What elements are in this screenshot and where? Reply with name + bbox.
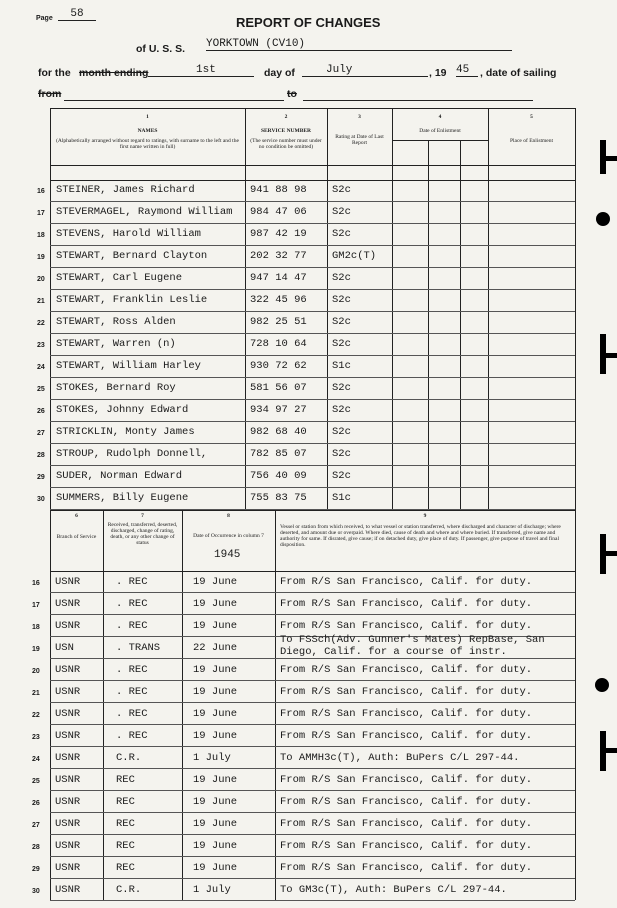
row-number: 22 — [32, 712, 40, 719]
date-of-occurrence: 19 June — [193, 840, 238, 852]
remarks: From R/S San Francisco, Calif. for duty. — [280, 818, 533, 830]
service-number: 941 88 98 — [250, 184, 307, 196]
binder-hole-mark — [600, 156, 617, 161]
row-rule — [50, 878, 575, 879]
row-rule — [50, 812, 575, 813]
row-number: 16 — [32, 580, 40, 587]
branch-of-service: USNR — [55, 774, 81, 786]
binder-hole-mark — [600, 551, 617, 556]
col1-number: 1 — [146, 114, 149, 120]
remarks: From R/S San Francisco, Calif. for duty. — [280, 862, 533, 874]
row-rule — [50, 267, 575, 268]
row-number: 28 — [32, 844, 40, 851]
from-label: from — [38, 88, 62, 100]
to-line — [303, 100, 533, 101]
branch-of-service: USNR — [55, 620, 81, 632]
change-of-status: . REC — [116, 598, 148, 610]
rating: GM2c(T) — [332, 250, 377, 262]
row-number: 26 — [37, 408, 45, 415]
remarks: To AMMH3c(T), Auth: BuPers C/L 297-44. — [280, 752, 520, 764]
row-number: 17 — [32, 602, 40, 609]
date-of-occurrence: 19 June — [193, 818, 238, 830]
date-of-occurrence: 19 June — [193, 708, 238, 720]
col3-number: 3 — [358, 114, 361, 120]
member-name: SUDER, Norman Edward — [56, 470, 183, 482]
member-name: STEWART, Carl Eugene — [56, 272, 183, 284]
remarks: To GM3c(T), Auth: BuPers C/L 297-44. — [280, 884, 507, 896]
col5-number: 5 — [530, 114, 533, 120]
change-of-status: REC — [116, 862, 135, 874]
row-rule — [50, 465, 575, 466]
row-number: 30 — [32, 888, 40, 895]
branch-of-service: USNR — [55, 598, 81, 610]
row-number: 27 — [32, 822, 40, 829]
row-rule — [50, 724, 575, 725]
member-name: STEVENS, Harold William — [56, 228, 201, 240]
month-ending-label: month ending — [79, 67, 149, 79]
row-number: 21 — [37, 298, 45, 305]
rating: S2c — [332, 294, 351, 306]
service-number: 581 56 07 — [250, 382, 307, 394]
row-number: 19 — [37, 254, 45, 261]
col1-title: NAMES — [137, 128, 158, 134]
remarks: To FSSch(Adv. Gunner's Mates) RepBase, San — [280, 634, 545, 646]
row-rule — [50, 768, 575, 769]
member-name: STEWART, Ross Alden — [56, 316, 176, 328]
service-number: 984 47 06 — [250, 206, 307, 218]
date-of-occurrence: 19 June — [193, 620, 238, 632]
branch-of-service: USNR — [55, 840, 81, 852]
row-number: 18 — [32, 624, 40, 631]
ship-name: YORKTOWN (CV10) — [206, 38, 512, 51]
col9-title: Vessel or station from which received, to what vessel or station transferred, where discharged and character of discharge; where deserted, and amount due or overpaid. Where died, cause of death and where and where buried. If transferred, give name and authority for same. If disrated, give cause; if on detached duty, give place of duty. If passenger, give purpose of travel and final disposition. — [280, 524, 561, 548]
col8-year: 1945 — [214, 549, 241, 561]
rating: S2c — [332, 272, 351, 284]
date-of-occurrence: 19 June — [193, 730, 238, 742]
branch-of-service: USNR — [55, 664, 81, 676]
row-rule — [50, 509, 575, 510]
date-of-occurrence: 19 June — [193, 796, 238, 808]
change-of-status: C.R. — [116, 884, 142, 896]
branch-of-service: USNR — [55, 884, 81, 896]
row-rule — [50, 856, 575, 857]
row-number: 19 — [32, 646, 40, 653]
row-rule — [50, 399, 575, 400]
rating: S2c — [332, 404, 351, 416]
remarks: From R/S San Francisco, Calif. for duty. — [280, 796, 533, 808]
service-number: 782 85 07 — [250, 448, 307, 460]
row-rule — [50, 746, 575, 747]
service-number: 322 45 96 — [250, 294, 307, 306]
branch-of-service: USNR — [55, 730, 81, 742]
branch-of-service: USN — [55, 642, 74, 654]
col1-subtitle: (Alphabetically arranged without regard to ratings, with surname to the left and the first name written in full) — [56, 138, 239, 150]
binder-hole-dot — [596, 212, 610, 226]
rating: S2c — [332, 316, 351, 328]
rating: S2c — [332, 206, 351, 218]
service-number: 755 83 75 — [250, 492, 307, 504]
rating: S2c — [332, 448, 351, 460]
member-name: STRICKLIN, Monty James — [56, 426, 195, 438]
row-rule — [50, 355, 575, 356]
rating: S2c — [332, 426, 351, 438]
branch-of-service: USNR — [55, 752, 81, 764]
row-number: 18 — [37, 232, 45, 239]
col2-subtitle: (The service number must under no condition be omitted) — [250, 138, 322, 150]
date-of-occurrence: 19 June — [193, 664, 238, 676]
service-number: 934 97 27 — [250, 404, 307, 416]
row-rule — [50, 592, 575, 593]
col9-number: 9 — [423, 513, 427, 519]
col6-title: Branch of Service — [56, 534, 97, 540]
row-number: 16 — [37, 188, 45, 195]
row-rule — [50, 487, 575, 488]
service-number: 728 10 64 — [250, 338, 307, 350]
row-rule — [50, 702, 575, 703]
col3-title: Rating at Date of Last Report — [335, 134, 384, 146]
branch-of-service: USNR — [55, 708, 81, 720]
service-number: 982 25 51 — [250, 316, 307, 328]
col5-title: Place of Enlistment — [509, 138, 554, 144]
service-number: 947 14 47 — [250, 272, 307, 284]
rating: S2c — [332, 228, 351, 240]
service-number: 987 42 19 — [250, 228, 307, 240]
row-rule — [50, 377, 575, 378]
date-of-occurrence: 1 July — [193, 884, 231, 896]
member-name: STROUP, Rudolph Donnell, — [56, 448, 208, 460]
change-of-status: . REC — [116, 576, 148, 588]
binder-hole-mark — [600, 748, 617, 753]
remarks: From R/S San Francisco, Calif. for duty. — [280, 774, 533, 786]
branch-of-service: USNR — [55, 862, 81, 874]
row-number: 23 — [32, 734, 40, 741]
row-rule — [50, 333, 575, 334]
change-of-status: . REC — [116, 664, 148, 676]
date-of-sailing-label: , date of sailing — [480, 67, 557, 79]
date-of-occurrence: 19 June — [193, 862, 238, 874]
uss-label: of U. S. S. — [136, 43, 186, 55]
member-name: STOKES, Johnny Edward — [56, 404, 189, 416]
row-rule — [50, 790, 575, 791]
remarks: From R/S San Francisco, Calif. for duty. — [280, 708, 533, 720]
rating: S2c — [332, 382, 351, 394]
row-number: 21 — [32, 690, 40, 697]
row-number: 24 — [37, 364, 45, 371]
row-rule — [50, 443, 575, 444]
branch-of-service: USNR — [55, 818, 81, 830]
change-of-status: REC — [116, 818, 135, 830]
member-name: STEWART, Warren (n) — [56, 338, 176, 350]
year-value: 45 — [456, 64, 478, 77]
col2-number: 2 — [284, 114, 288, 120]
row-number: 29 — [32, 866, 40, 873]
for-the-label: for the — [38, 67, 71, 79]
month-value: July — [302, 64, 428, 77]
row-number: 25 — [32, 778, 40, 785]
rating: S2c — [332, 338, 351, 350]
row-number: 26 — [32, 800, 40, 807]
service-number: 982 68 40 — [250, 426, 307, 438]
date-of-occurrence: 1 July — [193, 752, 231, 764]
page-number: 58 — [58, 8, 96, 21]
rating: S2c — [332, 470, 351, 482]
change-of-status: REC — [116, 774, 135, 786]
branch-of-service: USNR — [55, 576, 81, 588]
row-rule — [50, 421, 575, 422]
remarks-continued: Diego, Calif. for a course of instr. — [280, 646, 507, 658]
member-name: STEVERMAGEL, Raymond William — [56, 206, 233, 218]
member-name: STEWART, William Harley — [56, 360, 201, 372]
row-rule — [50, 223, 575, 224]
row-number: 30 — [37, 496, 45, 503]
service-number: 930 72 62 — [250, 360, 307, 372]
col4-title: Date of Enlistment — [419, 128, 461, 134]
change-of-status: . REC — [116, 620, 148, 632]
row-rule — [50, 658, 575, 659]
row-number: 20 — [32, 668, 40, 675]
member-name: STEWART, Franklin Leslie — [56, 294, 208, 306]
row-number: 20 — [37, 276, 45, 283]
remarks: From R/S San Francisco, Calif. for duty. — [280, 840, 533, 852]
change-of-status: . REC — [116, 686, 148, 698]
row-rule — [50, 834, 575, 835]
col7-number: 7 — [141, 513, 144, 519]
date-of-occurrence: 19 June — [193, 686, 238, 698]
row-rule — [50, 245, 575, 246]
rating: S1c — [332, 360, 351, 372]
remarks: From R/S San Francisco, Calif. for duty. — [280, 730, 533, 742]
branch-of-service: USNR — [55, 686, 81, 698]
change-of-status: C.R. — [116, 752, 142, 764]
change-of-status: . REC — [116, 730, 148, 742]
rating: S1c — [332, 492, 351, 504]
member-name: STOKES, Bernard Roy — [56, 382, 176, 394]
row-number: 28 — [37, 452, 45, 459]
col8-title: Date of Occurrence in column 7 — [193, 533, 264, 539]
change-of-status: REC — [116, 840, 135, 852]
change-of-status: REC — [116, 796, 135, 808]
from-line — [64, 100, 284, 101]
col6-number: 6 — [75, 513, 78, 519]
change-of-status: . REC — [116, 708, 148, 720]
service-number: 756 40 09 — [250, 470, 307, 482]
remarks: From R/S San Francisco, Calif. for duty. — [280, 686, 533, 698]
row-number: 23 — [37, 342, 45, 349]
member-name: STEINER, James Richard — [56, 184, 195, 196]
row-rule — [50, 900, 575, 901]
col4-number: 4 — [438, 114, 442, 120]
page-label: Page — [36, 15, 53, 22]
change-of-status: . TRANS — [116, 642, 161, 654]
row-number: 27 — [37, 430, 45, 437]
col7-title: Received, transferred, deserted, discharged, change of rating, death, or any other change of status — [107, 522, 178, 546]
year-prefix: , 19 — [429, 67, 447, 79]
row-number: 25 — [37, 386, 45, 393]
to-label: to — [287, 88, 297, 100]
remarks: From R/S San Francisco, Calif. for duty. — [280, 576, 533, 588]
date-of-occurrence: 22 June — [193, 642, 238, 654]
day-of-label: day of — [264, 67, 295, 79]
row-rule — [50, 680, 575, 681]
date-of-occurrence: 19 June — [193, 576, 238, 588]
report-title: REPORT OF CHANGES — [236, 15, 381, 30]
row-rule — [50, 289, 575, 290]
row-rule — [50, 614, 575, 615]
rating: S2c — [332, 184, 351, 196]
date-of-occurrence: 19 June — [193, 598, 238, 610]
col2-title: SERVICE NUMBER — [260, 128, 312, 134]
remarks: From R/S San Francisco, Calif. for duty. — [280, 620, 533, 632]
row-number: 22 — [37, 320, 45, 327]
row-number: 24 — [32, 756, 40, 763]
col8-number: 8 — [227, 513, 230, 519]
branch-of-service: USNR — [55, 796, 81, 808]
binder-hole-mark — [600, 353, 617, 358]
member-name: STEWART, Bernard Clayton — [56, 250, 208, 262]
service-number: 202 32 77 — [250, 250, 307, 262]
member-name: SUMMERS, Billy Eugene — [56, 492, 189, 504]
row-rule — [50, 201, 575, 202]
row-number: 29 — [37, 474, 45, 481]
remarks: From R/S San Francisco, Calif. for duty. — [280, 598, 533, 610]
day-value: 1st — [148, 64, 254, 77]
remarks: From R/S San Francisco, Calif. for duty. — [280, 664, 533, 676]
binder-hole-dot — [595, 678, 609, 692]
date-of-occurrence: 19 June — [193, 774, 238, 786]
row-rule — [50, 311, 575, 312]
row-number: 17 — [37, 210, 45, 217]
